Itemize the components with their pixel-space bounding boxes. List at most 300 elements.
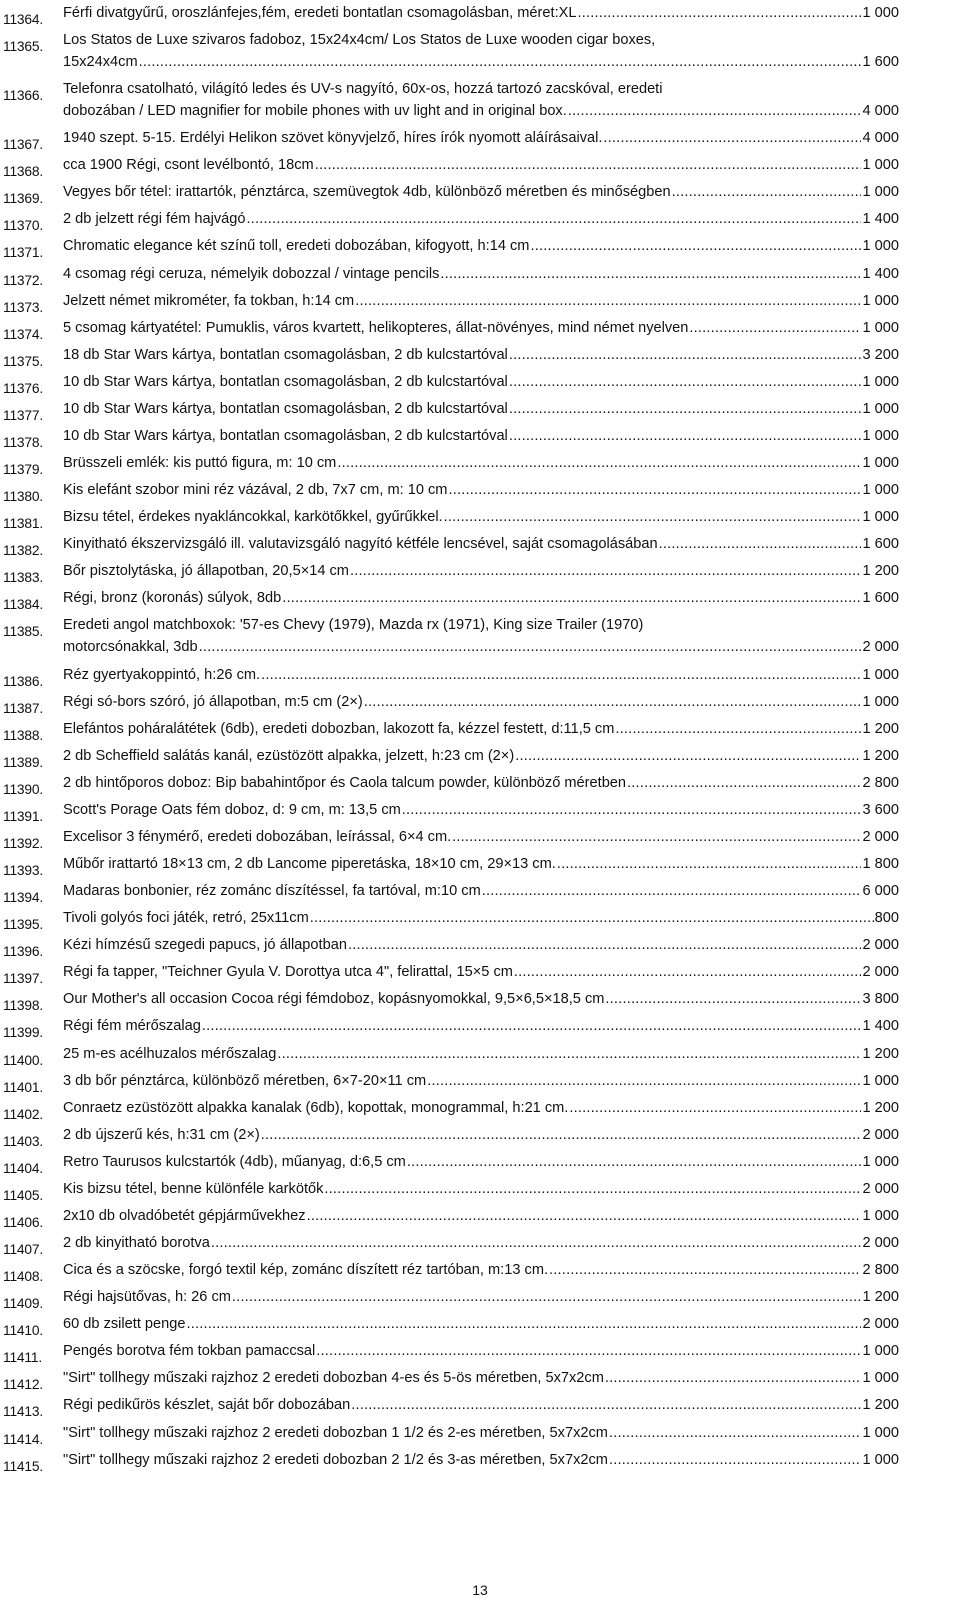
list-item bbox=[0, 398, 960, 423]
dot-leader bbox=[672, 181, 862, 203]
list-item bbox=[0, 479, 960, 505]
list-item bbox=[0, 934, 960, 960]
description-text: Madaras bonbonier, réz zománc díszítéssel, fa tartóval, m:10 cm bbox=[63, 883, 481, 900]
description-lead-line bbox=[63, 1015, 899, 1037]
lot-number: 11415. bbox=[3, 1458, 43, 1474]
lot-number: 11384. bbox=[3, 597, 43, 613]
lot-description bbox=[63, 853, 899, 875]
lot-description bbox=[63, 1015, 899, 1037]
description-lead-line bbox=[63, 1070, 899, 1092]
lot-description bbox=[63, 1340, 899, 1362]
lot-price: 2 000 bbox=[862, 964, 899, 981]
list-item bbox=[0, 1124, 960, 1149]
description-lead-line bbox=[63, 1232, 899, 1254]
list-item bbox=[0, 664, 960, 689]
description-lead-line bbox=[63, 961, 899, 983]
description-lead-line bbox=[63, 1286, 899, 1308]
dot-leader bbox=[448, 479, 861, 501]
description-lead-line bbox=[63, 290, 899, 312]
lot-price: 800 bbox=[874, 910, 899, 927]
dot-leader bbox=[605, 988, 861, 1010]
description-text: Régi pedikűrös készlet, saját bőr dobozában bbox=[63, 1397, 351, 1414]
lot-description bbox=[63, 344, 899, 366]
lot-number: 11374. bbox=[3, 326, 43, 342]
dot-leader bbox=[261, 664, 861, 686]
dot-leader bbox=[627, 772, 861, 794]
lot-description bbox=[63, 78, 899, 122]
list-item bbox=[0, 371, 960, 396]
dot-leader bbox=[350, 560, 862, 582]
lot-price: 2 000 bbox=[862, 828, 899, 845]
description-text: Régi fa tapper, "Teichner Gyula V. Dorottya utca 4", felirattal, 15×5 cm bbox=[63, 964, 513, 981]
description-text: 5 csomag kártyatétel: Pumuklis, város kvartett, helikopteres, állat-növényes, mind német nyelven bbox=[63, 319, 689, 336]
lot-number: 11370. bbox=[3, 218, 43, 234]
lot-price: 1 600 bbox=[862, 590, 899, 607]
list-item bbox=[0, 799, 960, 824]
description-text: Réz gyertyakoppintó, h:26 cm. bbox=[63, 666, 261, 683]
dot-leader bbox=[427, 1070, 861, 1092]
description-lead-line bbox=[63, 263, 899, 285]
lot-number: 11385. bbox=[3, 624, 43, 640]
lot-description bbox=[63, 1205, 899, 1227]
description-text: Kézi hímzésű szegedi papucs, jó állapotban bbox=[63, 937, 347, 954]
lot-number: 11394. bbox=[3, 890, 43, 906]
description-text: Régi hajsütővas, h: 26 cm bbox=[63, 1289, 231, 1306]
list-item bbox=[0, 1097, 960, 1122]
lot-number: 11368. bbox=[3, 164, 43, 180]
lot-number: 11369. bbox=[3, 191, 43, 207]
list-item bbox=[0, 344, 960, 369]
lot-description bbox=[63, 1313, 899, 1335]
list-item bbox=[0, 745, 960, 770]
dot-leader bbox=[689, 317, 861, 339]
lot-number: 11397. bbox=[3, 971, 43, 987]
description-text: Műbőr irattartó 18×13 cm, 2 db Lancome piperetáska, 18×10 cm, 29×13 cm. bbox=[63, 856, 556, 873]
description-lead-line bbox=[63, 718, 899, 740]
lot-price: 1 400 bbox=[862, 1018, 899, 1035]
lot-price: 1 200 bbox=[862, 720, 899, 737]
lot-price: 1 000 bbox=[862, 1072, 899, 1089]
dot-leader bbox=[247, 208, 862, 230]
lot-number: 11400. bbox=[3, 1052, 43, 1068]
lot-description bbox=[63, 317, 899, 339]
description-text: 2 db Scheffield salátás kanál, ezüstözött alpakka, jelzett, h:23 cm (2×) bbox=[63, 747, 515, 764]
lot-price: 1 800 bbox=[862, 856, 899, 873]
description-text: "Sirt" tollhegy műszaki rajzhoz 2 eredeti dobozban 1 1/2 és 2-es méretben, 5x7x2cm bbox=[63, 1424, 608, 1441]
list-item bbox=[0, 907, 960, 933]
description-lead-line bbox=[63, 208, 899, 230]
description-text: Bőr pisztolytáska, jó állapotban, 20,5×14 cm bbox=[63, 563, 349, 580]
lot-description bbox=[63, 772, 899, 794]
lot-number: 11382. bbox=[3, 543, 43, 559]
description-text: Tivoli golyós foci játék, retró, 25x11cm bbox=[63, 910, 309, 927]
list-item bbox=[0, 772, 960, 797]
list-item bbox=[0, 1449, 960, 1474]
lot-price: 1 000 bbox=[862, 1370, 899, 1387]
lot-number: 11388. bbox=[3, 727, 43, 743]
lot-price: 3 200 bbox=[862, 346, 899, 363]
list-item bbox=[0, 1367, 960, 1393]
lot-price: 1 000 bbox=[862, 238, 899, 255]
lot-description bbox=[63, 127, 899, 149]
lot-price: 1 600 bbox=[862, 54, 899, 71]
description-lead-line bbox=[63, 398, 899, 420]
lot-price: 2 800 bbox=[862, 774, 899, 791]
dot-leader bbox=[514, 961, 862, 983]
lot-number: 11403. bbox=[3, 1133, 43, 1149]
lot-price: 1 200 bbox=[862, 1099, 899, 1116]
description-lead-line bbox=[63, 772, 899, 794]
lot-price: 1 000 bbox=[862, 157, 899, 174]
description-lead-line bbox=[63, 181, 899, 203]
description-text: 25 m-es acélhuzalos mérőszalag bbox=[63, 1045, 277, 1062]
lot-price: 2 000 bbox=[862, 1316, 899, 1333]
description-text: Régi, bronz (koronás) súlyok, 8db bbox=[63, 590, 282, 607]
description-lead-line bbox=[63, 371, 899, 393]
lot-price: 1 000 bbox=[862, 373, 899, 390]
lot-number: 11387. bbox=[3, 700, 43, 716]
list-item bbox=[0, 181, 960, 207]
description-lead-line bbox=[63, 154, 899, 176]
lot-description bbox=[63, 1232, 899, 1254]
dot-leader bbox=[659, 533, 862, 555]
lot-number: 11365. bbox=[3, 39, 43, 55]
description-lead-line bbox=[63, 799, 899, 821]
lot-price: 1 000 bbox=[862, 1343, 899, 1360]
list-item bbox=[0, 290, 960, 315]
lot-description bbox=[63, 290, 899, 312]
lot-price: 1 000 bbox=[862, 5, 899, 21]
description-text: Bizsu tétel, érdekes nyakláncokkal, karkötőkkel, gyűrűkkel. bbox=[63, 509, 443, 526]
lot-number: 11401. bbox=[3, 1079, 43, 1095]
lot-price: 1 000 bbox=[862, 1424, 899, 1441]
list-item bbox=[0, 560, 960, 586]
dot-leader bbox=[509, 344, 862, 366]
lot-description bbox=[63, 479, 899, 501]
dot-leader bbox=[569, 1097, 861, 1119]
list-item bbox=[0, 1151, 960, 1176]
list-item bbox=[0, 506, 960, 532]
lot-number: 11379. bbox=[3, 462, 43, 478]
description-text: "Sirt" tollhegy műszaki rajzhoz 2 eredeti dobozban 2 1/2 és 3-as méretben, 5x7x2cm bbox=[63, 1451, 608, 1468]
lot-number: 11391. bbox=[3, 808, 43, 824]
dot-leader bbox=[603, 127, 861, 149]
lot-number: 11390. bbox=[3, 781, 43, 797]
description-lead-line bbox=[63, 1124, 899, 1146]
lot-description bbox=[63, 452, 899, 474]
lot-description bbox=[63, 29, 899, 73]
lot-description bbox=[63, 560, 899, 582]
list-item bbox=[0, 1178, 960, 1203]
dot-leader bbox=[605, 1367, 862, 1389]
dot-leader bbox=[310, 907, 874, 929]
description-lead-line bbox=[63, 51, 899, 73]
description-text: 3 db bőr pénztárca, különböző méretben, 6×7-20×11 cm bbox=[63, 1072, 427, 1089]
description-text: Pengés borotva fém tokban pamaccsal bbox=[63, 1343, 316, 1360]
description-text: 2 db hintőporos doboz: Bip babahintőpor és Caola talcum powder, különböző méretben bbox=[63, 774, 627, 791]
description-text: 10 db Star Wars kártya, bontatlan csomagolásban, 2 db kulcstartóval bbox=[63, 427, 508, 444]
description-lead-line bbox=[63, 560, 899, 582]
lot-description bbox=[63, 1070, 899, 1092]
description-lead-line bbox=[63, 1449, 899, 1471]
description-text: "Sirt" tollhegy műszaki rajzhoz 2 eredeti dobozban 4-es és 5-ös méretben, 5x7x2cm bbox=[63, 1370, 604, 1387]
list-item bbox=[0, 1394, 960, 1420]
dot-leader bbox=[440, 263, 861, 285]
lot-description bbox=[63, 691, 899, 713]
description-text: Kis bizsu tétel, benne különféle karkötők bbox=[63, 1180, 324, 1197]
description-text: Jelzett német mikrométer, fa tokban, h:14 cm bbox=[63, 292, 355, 309]
lot-price: 1 000 bbox=[862, 666, 899, 683]
description-lead-line bbox=[63, 1367, 899, 1389]
list-item bbox=[0, 961, 960, 987]
description-lead-line bbox=[63, 587, 899, 609]
description-text: 18 db Star Wars kártya, bontatlan csomagolásban, 2 db kulcstartóval bbox=[63, 346, 508, 363]
lot-number: 11411. bbox=[3, 1350, 42, 1366]
dot-leader bbox=[337, 452, 861, 474]
dot-leader bbox=[609, 1422, 862, 1444]
dot-leader bbox=[307, 1205, 862, 1227]
dot-leader bbox=[609, 1449, 862, 1471]
lot-description bbox=[63, 587, 899, 609]
lot-price: 1 200 bbox=[862, 563, 899, 580]
dot-leader bbox=[568, 100, 862, 122]
list-item bbox=[0, 154, 960, 180]
description-text: Retro Taurusos kulcstartók (4db), műanyag, d:6,5 cm bbox=[63, 1153, 406, 1170]
lot-number: 11378. bbox=[3, 434, 43, 450]
list-item bbox=[0, 1043, 960, 1068]
description-lead-line bbox=[63, 1394, 899, 1416]
description-text: cca 1900 Régi, csont levélbontó, 18cm bbox=[63, 157, 314, 174]
lot-price: 4 000 bbox=[862, 130, 899, 147]
list-item bbox=[0, 127, 960, 153]
description-text: 60 db zsilett penge bbox=[63, 1316, 186, 1333]
description-lead-line bbox=[63, 235, 899, 257]
lot-description bbox=[63, 1286, 899, 1308]
description-lead-line bbox=[63, 1205, 899, 1227]
dot-leader bbox=[355, 290, 861, 312]
dot-leader bbox=[452, 826, 861, 848]
list-item bbox=[0, 263, 960, 288]
description-text: Kinyitható ékszervizsgáló ill. valutavizsgáló nagyító kétféle lencsével, saját csomagolásában bbox=[63, 536, 658, 553]
lot-description bbox=[63, 826, 899, 848]
description-text: 2 db újszerű kés, h:31 cm (2×) bbox=[63, 1126, 260, 1143]
lot-number: 11412. bbox=[3, 1377, 43, 1393]
lot-description bbox=[63, 664, 899, 686]
list-item bbox=[0, 452, 960, 478]
lot-price: 1 400 bbox=[862, 211, 899, 228]
lot-description bbox=[63, 718, 899, 740]
description-text: 2 db jelzett régi fém hajvágó bbox=[63, 211, 246, 228]
lot-price: 1 600 bbox=[862, 536, 899, 553]
description-text: 2x10 db olvadóbetét gépjárművekhez bbox=[63, 1207, 306, 1224]
lot-description bbox=[63, 371, 899, 393]
lot-price: 1 000 bbox=[862, 184, 899, 201]
dot-leader bbox=[407, 1151, 862, 1173]
lot-price: 3 600 bbox=[862, 801, 899, 818]
lot-number: 11366. bbox=[3, 88, 43, 104]
dot-leader bbox=[282, 587, 861, 609]
lot-description bbox=[63, 154, 899, 176]
lot-number: 11380. bbox=[3, 489, 43, 505]
lot-price: 1 000 bbox=[862, 319, 899, 336]
lot-description bbox=[63, 425, 899, 447]
description-text: Régi fém mérőszalag bbox=[63, 1018, 201, 1035]
lot-number: 11395. bbox=[3, 917, 43, 933]
list-item bbox=[0, 235, 960, 261]
lot-number: 11402. bbox=[3, 1106, 43, 1122]
description-text: Férfi divatgyűrű, oroszlánfejes,fém, eredeti bontatlan csomagolásban, méret:XL bbox=[63, 5, 577, 21]
lot-number: 11377. bbox=[3, 407, 43, 423]
lot-description bbox=[63, 181, 899, 203]
lot-price: 2 000 bbox=[862, 1180, 899, 1197]
description-text: Vegyes bőr tétel: irattartók, pénztárca, szemüvegtok 4db, különböző méretben és minőségben bbox=[63, 184, 671, 201]
description-lead-line bbox=[63, 452, 899, 474]
description-lead-line bbox=[63, 127, 899, 149]
lot-description bbox=[63, 1043, 899, 1065]
dot-leader bbox=[402, 799, 862, 821]
dot-leader bbox=[444, 506, 862, 528]
list-item bbox=[0, 208, 960, 234]
lot-number: 11414. bbox=[3, 1431, 43, 1447]
lot-price: 1 000 bbox=[862, 1451, 899, 1468]
list-item bbox=[0, 317, 960, 342]
description-lead-line bbox=[63, 1340, 899, 1362]
description-lead-line bbox=[63, 1178, 899, 1200]
description-text: 10 db Star Wars kártya, bontatlan csomagolásban, 2 db kulcstartóval bbox=[63, 400, 508, 417]
lot-number: 11407. bbox=[3, 1242, 43, 1257]
description-lead-line bbox=[63, 934, 899, 956]
lot-price: 1 200 bbox=[862, 1045, 899, 1062]
lot-price: 1 000 bbox=[862, 427, 899, 444]
lot-price: 4 000 bbox=[862, 103, 899, 120]
lot-number: 11410. bbox=[3, 1323, 43, 1339]
lot-number: 11408. bbox=[3, 1269, 43, 1285]
description-text: Scott's Porage Oats fém doboz, d: 9 cm, m: 13,5 cm bbox=[63, 801, 401, 818]
description-text: Cica és a szöcske, forgó textil kép, zománc díszített réz tartóban, m:13 cm. bbox=[63, 1262, 549, 1279]
lot-number: 11406. bbox=[3, 1214, 43, 1230]
lot-price: 1 400 bbox=[862, 265, 899, 282]
lot-price: 2 000 bbox=[862, 1235, 899, 1251]
lot-price: 1 000 bbox=[862, 455, 899, 472]
list-item bbox=[0, 2, 960, 27]
description-lead-line bbox=[63, 506, 899, 528]
description-text: 10 db Star Wars kártya, bontatlan csomagolásban, 2 db kulcstartóval bbox=[63, 373, 508, 390]
dot-leader bbox=[530, 235, 861, 257]
dot-leader bbox=[324, 1178, 861, 1200]
lot-number: 11383. bbox=[3, 570, 43, 586]
lot-number: 11373. bbox=[3, 299, 43, 315]
dot-leader bbox=[232, 1286, 862, 1308]
lot-number: 11405. bbox=[3, 1187, 43, 1203]
lot-price: 1 000 bbox=[862, 1207, 899, 1224]
lot-description bbox=[63, 988, 899, 1010]
description-line: Telefonra csatolható, világító ledes és UV-s nagyító, 60x-os, hozzá tartozó zacskóval, eredeti bbox=[63, 81, 663, 98]
description-lead-line bbox=[63, 1259, 899, 1281]
dot-leader bbox=[315, 154, 862, 176]
description-lead-line bbox=[63, 100, 899, 122]
lot-number: 11375. bbox=[3, 353, 43, 369]
description-lead-line bbox=[63, 880, 899, 902]
lot-price: 3 800 bbox=[862, 991, 899, 1008]
list-item bbox=[0, 1070, 960, 1095]
description-lead-line bbox=[63, 826, 899, 848]
dot-leader bbox=[277, 1043, 861, 1065]
list-item bbox=[0, 1015, 960, 1041]
description-lead-line bbox=[63, 533, 899, 555]
description-lead-line bbox=[63, 664, 899, 686]
list-item bbox=[0, 1340, 960, 1366]
dot-leader bbox=[199, 636, 862, 658]
description-text: Excelisor 3 fénymérő, eredeti dobozában, leírással, 6×4 cm. bbox=[63, 828, 452, 845]
list-item bbox=[0, 853, 960, 879]
description-lead-line bbox=[63, 344, 899, 366]
lot-price: 2 000 bbox=[862, 639, 899, 656]
lot-description bbox=[63, 1178, 899, 1200]
lot-description bbox=[63, 1367, 899, 1389]
list-item bbox=[0, 718, 960, 743]
lot-price: 2 000 bbox=[862, 937, 899, 954]
description-lead-line bbox=[63, 1151, 899, 1173]
lot-description bbox=[63, 398, 899, 420]
lot-price: 1 200 bbox=[862, 747, 899, 764]
list-item bbox=[0, 1313, 960, 1339]
lot-description bbox=[63, 1449, 899, 1471]
lot-price: 1 200 bbox=[862, 1289, 899, 1306]
lot-description bbox=[63, 506, 899, 528]
description-lead-line bbox=[63, 479, 899, 501]
dot-leader bbox=[261, 1124, 862, 1146]
description-text: Régi só-bors szóró, jó állapotban, m:5 cm (2×) bbox=[63, 693, 363, 710]
list-item bbox=[0, 78, 960, 122]
dot-leader bbox=[211, 1232, 862, 1254]
lot-description bbox=[63, 208, 899, 230]
lot-price: 1 200 bbox=[862, 1397, 899, 1414]
description-text: Chromatic elegance két színű toll, eredeti dobozában, kifogyott, h:14 cm bbox=[63, 238, 530, 255]
dot-leader bbox=[557, 853, 862, 875]
description-lead-line bbox=[63, 2, 899, 24]
lot-description bbox=[63, 907, 899, 929]
lot-description bbox=[63, 614, 899, 658]
description-text: 15x24x4cm bbox=[63, 54, 138, 71]
description-lead-line bbox=[63, 1422, 899, 1444]
description-lead-line bbox=[63, 853, 899, 875]
list-item bbox=[0, 425, 960, 450]
lot-number: 11364. bbox=[3, 12, 43, 27]
lot-number: 11398. bbox=[3, 998, 43, 1014]
page-number: 13 bbox=[472, 1582, 488, 1598]
lot-description bbox=[63, 880, 899, 902]
description-lead-line bbox=[63, 1313, 899, 1335]
lot-price: 1 000 bbox=[862, 693, 899, 710]
lot-number: 11376. bbox=[3, 380, 43, 396]
description-lead-line bbox=[63, 691, 899, 713]
description-text: 2 db kinyitható borotva bbox=[63, 1235, 210, 1251]
lot-price: 6 000 bbox=[862, 883, 899, 900]
lot-number: 11381. bbox=[3, 516, 43, 532]
lot-description bbox=[63, 263, 899, 285]
lot-number: 11413. bbox=[3, 1404, 43, 1420]
description-text: 4 csomag régi ceruza, némelyik dobozzal / vintage pencils bbox=[63, 265, 440, 282]
lot-price: 2 000 bbox=[862, 1126, 899, 1143]
dot-leader bbox=[482, 880, 862, 902]
list-item bbox=[0, 29, 960, 73]
dot-leader bbox=[509, 371, 862, 393]
description-line: Los Statos de Luxe szivaros fadoboz, 15x24x4cm/ Los Statos de Luxe wooden cigar boxes, bbox=[63, 32, 656, 49]
description-lead-line bbox=[63, 907, 899, 929]
list-item bbox=[0, 1422, 960, 1447]
list-item bbox=[0, 880, 960, 906]
lot-price: 1 000 bbox=[862, 482, 899, 499]
